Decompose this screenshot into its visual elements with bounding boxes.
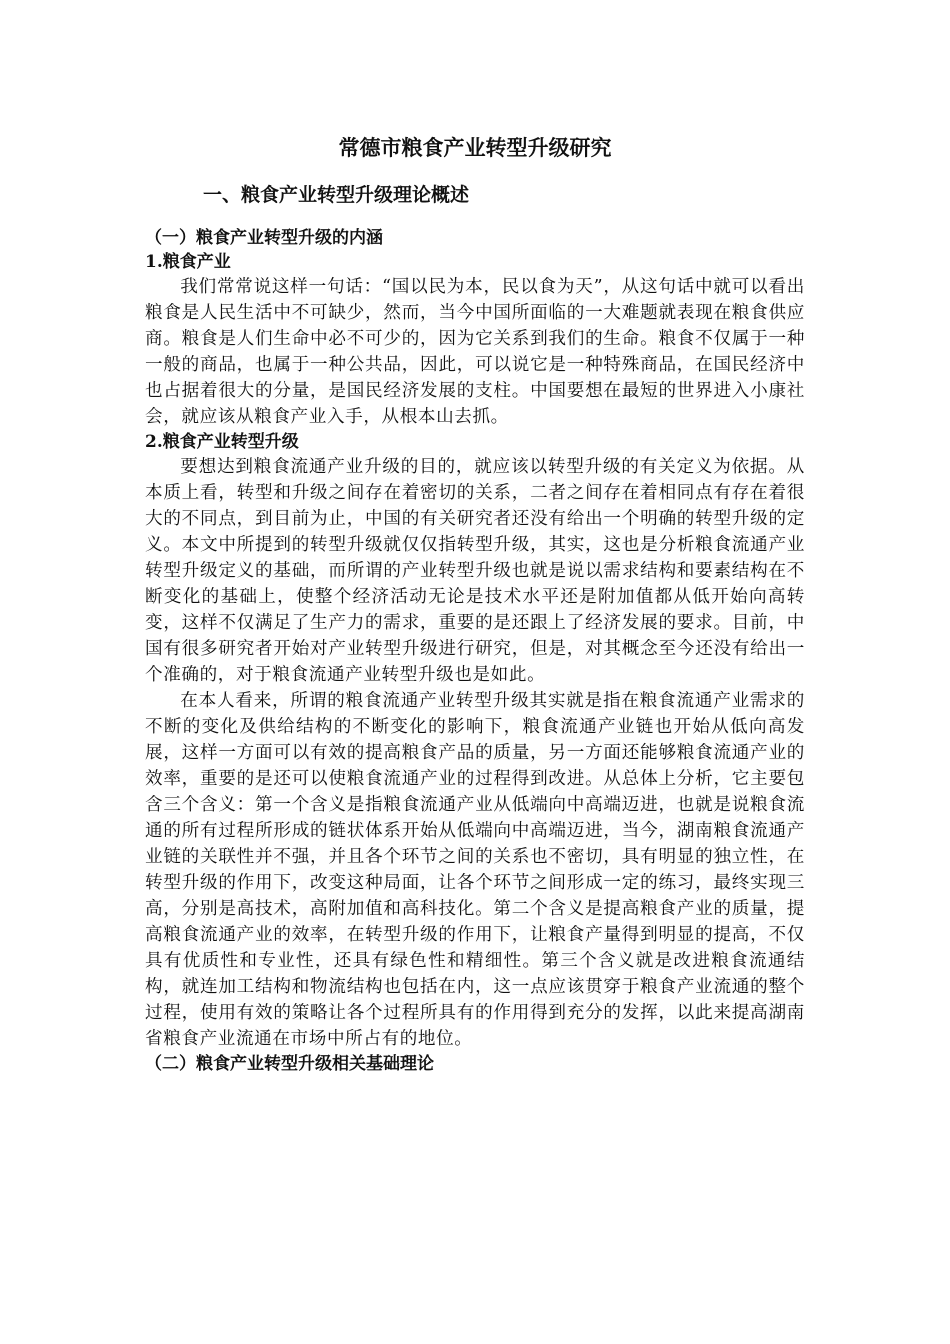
item-heading-1: 1.粮食产业: [145, 252, 231, 272]
section-heading-1: 一、粮食产业转型升级理论概述: [203, 184, 470, 206]
subsection-heading-2: （二）粮食产业转型升级相关基础理论: [145, 1054, 434, 1074]
document-title: 常德市粮食产业转型升级研究: [338, 136, 612, 160]
item-heading-2: 2.粮食产业转型升级: [145, 432, 299, 452]
paragraph-transformation-definition: 要想达到粮食流通产业升级的目的，就应该以转型升级的有关定义为依据。从本质上看，转型和升级之间存在着密切的关系，二者之间存在着相同点有存在着很大的不同点，到目前为止，中国的有关研究者还没有给出一个明确的转型升级的定义。本文中所提到的转型升级就仅仅指转型升级，其实，这也是分析粮食流通产业转型升级定义的基础，而所谓的产业转型升级也就是说以需求结构和要素结构在不断变化的基础上，使整个经济活动无论是技术水平还是附加值都从低开始向高转变，这样不仅满足了生产力的需求，重要的是还跟上了经济发展的要求。目前，中国有很多研究者开始对产业转型升级进行研究，但是，对其概念至今还没有给出一个准确的，对于粮食流通产业转型升级也是如此。: [145, 457, 805, 685]
subsection-heading-1: （一）粮食产业转型升级的内涵: [145, 228, 383, 248]
paragraph-transformation-meaning: 在本人看来，所谓的粮食流通产业转型升级其实就是指在粮食流通产业需求的不断的变化及供给结构的不断变化的影响下，粮食流通产业链也开始从低向高发展，这样一方面可以有效的提高粮食产品的质量，另一方面还能够粮食流通产业的效率，重要的是还可以使粮食流通产业的过程得到改进。从总体上分析，它主要包含三个含义：第一个含义是指粮食流通产业从低端向中高端迈进，也就是说粮食流通的所有过程所形成的链状体系开始从低端向中高端迈进，当今，湖南粮食流通产业链的关联性并不强，并且各个环节之间的关系也不密切，具有明显的独立性，在转型升级的作用下，改变这种局面，让各个环节之间形成一定的练习，最终实现三高，分别是高技术，高附加值和高科技化。第二个含义是提高粮食产业的质量，提高粮食流通产业的效率，在转型升级的作用下，让粮食产量得到明显的提高，不仅具有优质性和专业性，还具有绿色性和精细性。第三个含义就是改进粮食流通结构，就连加工结构和物流结构也包括在内，这一点应该贯穿于粮食产业流通的整个过程，使用有效的策略让各个过程所具有的作用得到充分的发挥，以此来提高湖南省粮食产业流通在市场中所占有的地位。: [145, 691, 805, 1049]
paragraph-grain-industry: 我们常常说这样一句话：“国以民为本，民以食为天”，从这句话中就可以看出粮食是人民生活中不可缺少，然而，当今中国所面临的一大难题就表现在粮食供应商。粮食是人们生命中必不可少的，因为它关系到我们的生命。粮食不仅属于一种一般的商品，也属于一种公共品，因此，可以说它是一种特殊商品，在国民经济中也占据着很大的分量，是国民经济发展的支柱。中国要想在最短的世界进入小康社会，就应该从粮食产业入手，从根本山去抓。: [145, 277, 805, 427]
document-page: [145, 118, 805, 1076]
